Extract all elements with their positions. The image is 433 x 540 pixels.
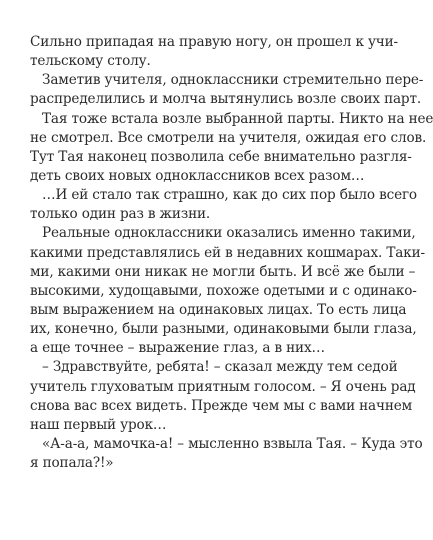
text-line: а еще точнее – выражение глаз, а в них… [30,340,325,357]
text-line: не смотрел. Все смотрели на учителя, ожидая его слов. [30,129,427,146]
paragraph-start-line: Тая тоже встала возле выбранной парты. Никто на нее [42,110,433,127]
text-line: наш первый урок… [30,416,167,433]
text-line: высокими, худощавыми, похоже одетыми и с одинако- [30,282,417,299]
text-line: ми, какими они никак не могли быть. И всё же были – [30,263,416,280]
text-line: я попала?!» [30,455,114,472]
text-line: Сильно припадая на правую ногу, он прошел к учи- [30,34,398,50]
body-text [30,33,433,473]
text-line: снова вас всех видеть. Прежде чем мы с вами начнем [30,397,413,414]
paragraph-start-line: Заметив учителя, одноклассники стремительно пере- [42,72,424,89]
text-line: только один раз в жизни. [30,206,211,223]
text-line: их, конечно, были разными, одинаковыми были глаза, [30,321,417,338]
paragraph-start-line: – Здравствуйте, ребята! – сказал между тем седой [42,359,398,376]
text-line: вым выражением на одинаковых лицах. То есть лица [30,301,407,318]
text-line: учитель глуховатым приятным голосом. – Я очень рад [30,378,416,395]
paragraph-start-line: Реальные одноклассники оказались именно такими, [42,225,416,242]
paragraph-start-line: «А-а-а, мамочка-а! – мысленно взвыла Тая. – Куда это [42,435,423,452]
text-line: Тут Тая наконец позволила себе внимательно разгля- [30,148,412,165]
text-line: тельскому столу. [30,53,151,70]
text-line: какими представлялись ей в недавних кошмарах. Таки- [30,244,425,261]
text-line: деть своих новых одноклассников всех разом… [30,167,365,184]
paragraph-start-line: …И ей стало так страшно, как до сих пор было всего [42,187,417,204]
text-line: распределились и молча вытянулись возле своих парт. [30,91,422,108]
